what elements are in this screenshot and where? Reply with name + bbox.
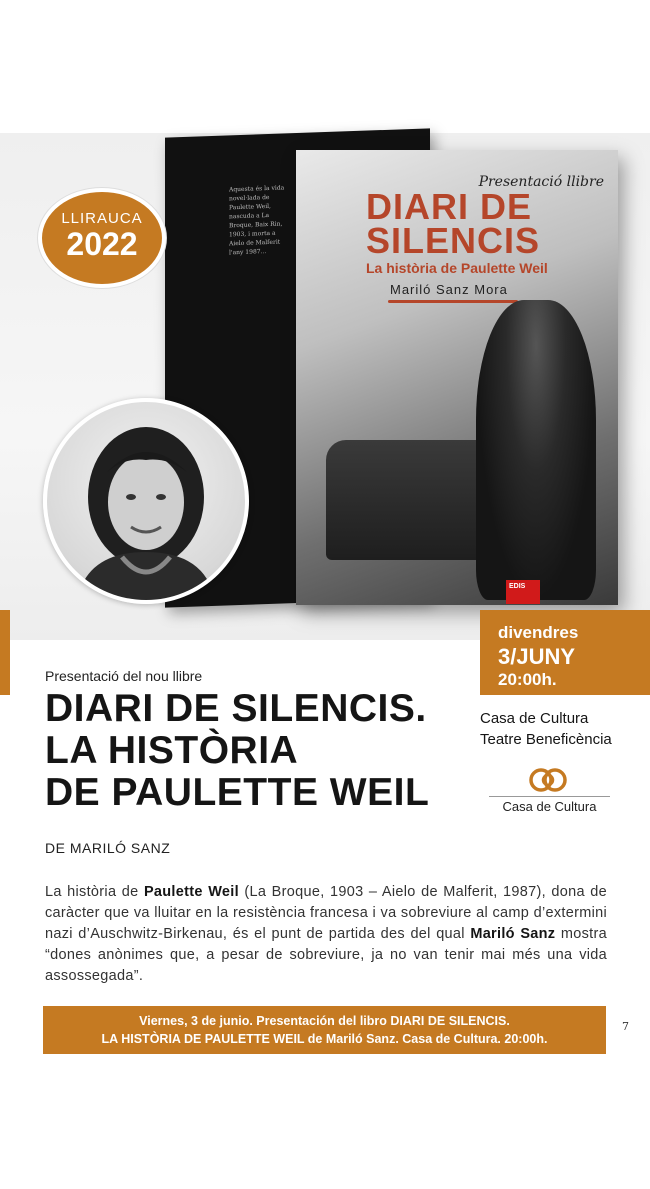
title-line3: DE PAULETTE WEIL [45,771,430,814]
badge-year: 2022 [66,226,138,262]
logo-divider [489,796,610,797]
logo-text: Casa de Cultura [502,799,597,814]
year-badge [38,188,166,288]
publisher-logo: EDIS [506,580,540,604]
venue [480,708,612,750]
body-text [45,882,607,987]
venue-line1: Casa de Cultura [480,710,589,727]
body-name1: Paulette Weil [143,884,239,900]
byline: DE MARILÓ SANZ [45,840,171,856]
book-title-line2: SILENCIS [366,220,541,261]
footer-banner [43,1006,606,1054]
woman-photo [476,300,596,600]
body-part3: mostra “dones anònimes que, a pesar de sobreviure, ja no van tenir mai més una vida assossegada”. [45,926,607,984]
kicker: Presentació del nou llibre [45,668,203,684]
event-time: 20:00h. [498,670,557,689]
badge-label: LLIRAUCA [61,210,143,227]
body-name2: Mariló Sanz [470,926,556,942]
book-title [366,186,541,261]
rings-icon [527,766,571,794]
venue-line2: Teatre Beneficència [480,731,612,748]
chain-decoration [388,300,518,303]
body-part2: (La Broque, 1903 – Aielo de Malferit, 1987), dona de caràcter que va lluitar en la resistència francesa i va sobreviure al camp d’extermini nazi d’Auschwitz-Birkenau, és el punt de partida des del qual [45,884,607,942]
book-front-cover [296,150,618,605]
event-date: 3/JUNY [498,644,576,669]
accent-bar [0,610,10,695]
book-presentation-label: Presentació llibre [478,174,604,190]
author-portrait-illustration [47,402,245,600]
page-title [45,688,429,814]
event-day: divendres [498,623,579,642]
event-date-box [480,610,650,695]
book-title-line1: DIARI DE [366,186,533,227]
book-subtitle: La història de Paulette Weil [366,260,548,276]
author-portrait [43,398,249,604]
body-part1: La història de [45,884,144,900]
title-line1: DIARI DE SILENCIS. [45,687,427,730]
book-back-text: Aquesta és la vida novel·lada de Paulette Weil, nascuda a La Broque, Baix Rin, 1903, i morta a Aielo de Malferit l'any 1987... [229,184,285,257]
book-author: Mariló Sanz Mora [390,282,508,297]
page-number: 7 [622,1020,629,1033]
casa-de-cultura-logo [487,766,612,822]
title-line2: LA HISTÒRIA [45,729,299,772]
footer-line1: Viernes, 3 de junio. Presentación del libro DIARI DE SILENCIS. [139,1014,510,1028]
footer-line2: LA HISTÒRIA DE PAULETTE WEIL de Mariló Sanz. Casa de Cultura. 20:00h. [101,1032,548,1046]
